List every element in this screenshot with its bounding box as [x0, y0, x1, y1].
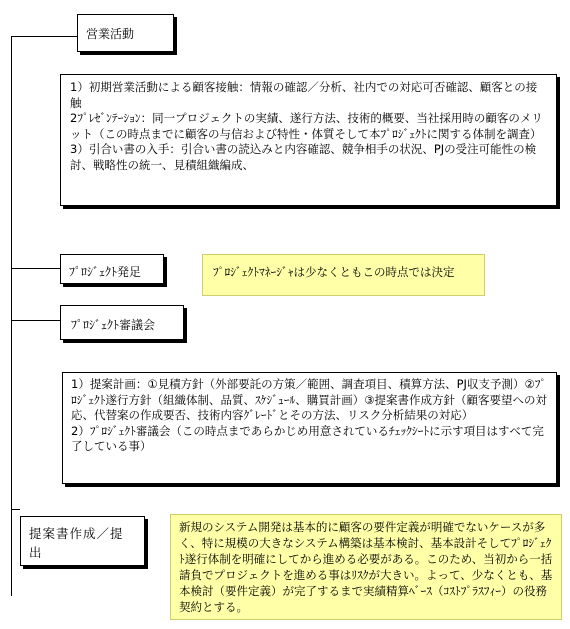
step-sales-activity-label: 営業活動 [86, 27, 135, 41]
step-project-review-label: ﾌﾟﾛｼﾞｪｸﾄ審議会 [71, 318, 156, 332]
pm-note-text: ﾌﾟﾛｼﾞｪｸﾄﾏﾈｰｼﾞｬは少なくともこの時点では決定 [213, 265, 455, 279]
review-detail-2: 2）ﾌﾟﾛｼﾞｪｸﾄ審議会（この時点まであらかじめ用意されているﾁｪｯｸｼｰﾄに示す項目はすべて完了している事） [71, 423, 544, 453]
connector-project-start [11, 268, 60, 269]
sales-detail-3: 3）引合い書の入手：引合い書の読込みと内容確認、競争相手の状況、PJの受注可能性の検討、戦略性の統一、見積組織編成、 [70, 142, 537, 172]
step-project-start-label: ﾌﾟﾛｼﾞｪｸﾄ発足 [69, 265, 142, 279]
proposal-note [170, 514, 562, 620]
step-proposal [20, 516, 145, 566]
sales-detail-2: 2ﾌﾟﾚｾﾞﾝﾃｰｼｮﾝ：同一プロジェクトの実績、遂行方法、技術的概要、当社採用時の顧客のメリット（この時点までに顧客の与信および特性・体質そして本ﾌﾟﾛｼﾞｪｸﾄに関する体制を調査） [70, 111, 543, 141]
proposal-note-text: 新規のシステム開発は基本的に顧客の要件定義が明確でないケースが多く、特に規模の大きなシステム構築は基本検討、基本設計そしてﾌﾟﾛｼﾞｪｸﾄ遂行体制を明確にしてから進める必要がある。このため、当初から一括請負でプロジェクトを進める事はﾘｽｸが大きい。よって、少なくとも、基本検討（要件定義）が完了するまで実績精算ﾍﾞｰｽ（ｺｽﾄﾌﾟﾗｽﾌｨｰ）の役務契約とする。 [179, 520, 553, 614]
step-project-start [60, 254, 164, 284]
connector-sales [11, 36, 77, 37]
connector-proposal-h [11, 509, 20, 510]
sales-detail-1: 1）初期営業活動による顧客接触：情報の確認／分析、社内での対応可否確認、顧客との接触 [70, 80, 538, 110]
step-sales-activity [77, 14, 174, 52]
connector-project-review [11, 320, 60, 321]
connector-proposal [11, 497, 12, 509]
pm-note [202, 254, 485, 296]
step-proposal-label: 提案書作成／提出 [29, 526, 124, 560]
review-detail-1: 1）提案計画：①見積方針（外部要託の方策／範囲、調査項目、積算方法、PJ収支予測）②ﾌﾟﾛｼﾞｪｸﾄ遂行方針（組織体制、品質、ｽｹｼﾞｭｰﾙ、購買計画）③提案書作成方針（顧客要望への対応、代替案の作成要否、技術内容ｸﾞﾚｰﾄﾞとその方法、リスク分析結果の対応） [71, 377, 548, 422]
step-project-review [60, 305, 184, 340]
review-details-box [62, 372, 557, 484]
sales-details-box [60, 74, 557, 206]
flow-vertical-line [11, 36, 12, 596]
